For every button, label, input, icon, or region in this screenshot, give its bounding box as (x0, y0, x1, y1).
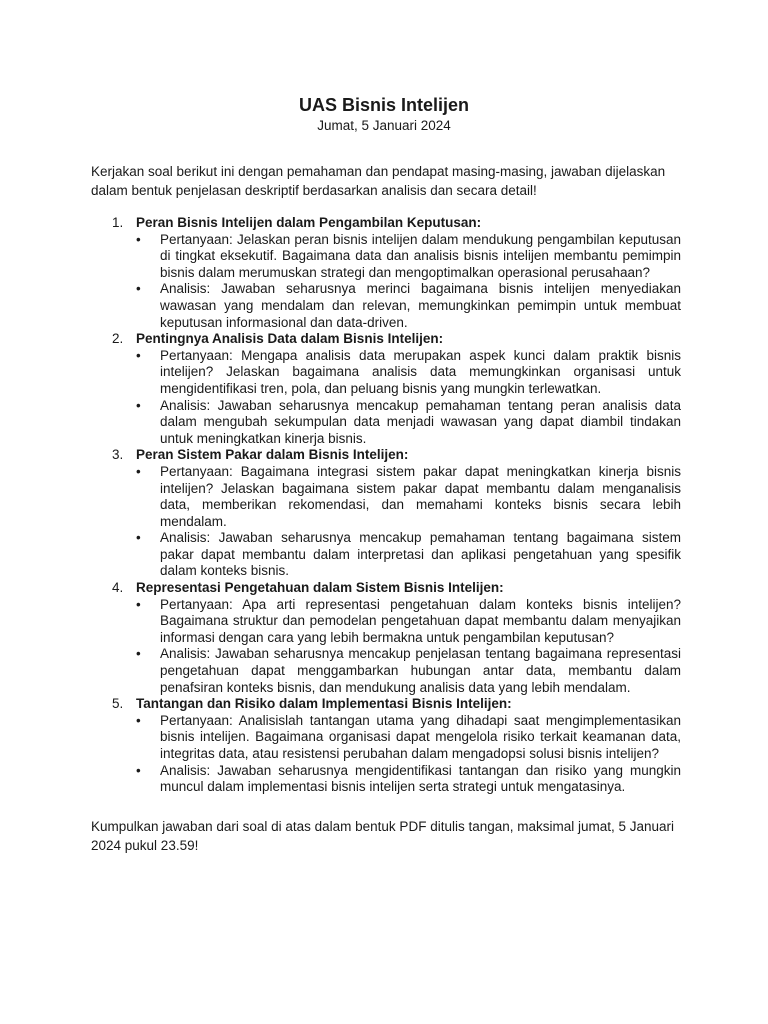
question-heading: Peran Bisnis Intelijen dalam Pengambilan Keputusan: (136, 215, 482, 230)
bullet-list (136, 232, 681, 332)
question-number: 3. (112, 447, 124, 463)
question-text: Pertanyaan: Analisislah tantangan utama yang dihadapi saat mengimplementasikan bisnis intelijen. Bagaimana organisasi dapat mengelola risiko terkait keamanan data, integritas data, atau resistensi perubahan dalam mengadopsi solusi bisnis intelijen? (160, 712, 681, 761)
question-text: Pertanyaan: Mengapa analisis data merupakan aspek kunci dalam praktik bisnis intelijen? Jelaskan bagaimana analisis data memungkinkan organisasi untuk mengidentifikasi tren, pola, dan peluang bisnis yang mungkin terlewatkan. (160, 347, 681, 396)
bullet-icon: • (136, 231, 141, 247)
question-item-2 (91, 331, 681, 447)
question-number: 5. (112, 696, 124, 712)
bullet-icon: • (136, 347, 141, 363)
question-heading: Peran Sistem Pakar dalam Bisnis Intelijen: (136, 447, 409, 463)
bullet-list (136, 597, 681, 697)
analysis-bullet (136, 530, 681, 580)
bullet-icon: • (136, 762, 141, 778)
analysis-bullet (136, 281, 681, 331)
question-heading: Pentingnya Analisis Data dalam Bisnis Intelijen: (136, 331, 444, 347)
analysis-text: Analisis: Jawaban seharusnya mengidentifikasi tantangan dan risiko yang mungkin muncul dalam implementasi bisnis intelijen serta strategi untuk mengatasinya. (160, 762, 681, 795)
question-number: 1. (112, 215, 124, 230)
question-item-4 (91, 580, 681, 696)
bullet-list (136, 464, 681, 580)
question-text: Pertanyaan: Apa arti representasi pengetahuan dalam konteks bisnis intelijen? Bagaimana struktur dan pemodelan pengetahuan dapat membantu dalam menyajikan informasi dengan cara yang lebih bermakna untuk pengambilan keputusan? (160, 596, 681, 645)
submission-instructions: Kumpulkan jawaban dari soal di atas dalam bentuk PDF ditulis tangan, maksimal jumat, 5 Januari 2024 pukul 23.59! (91, 819, 675, 853)
analysis-text: Analisis: Jawaban seharusnya mencakup pemahaman tentang bagaimana sistem pakar dapat membantu dalam interpretasi dan aplikasi pengetahuan yang spesifik dalam konteks bisnis. (160, 530, 681, 579)
bullet-icon: • (136, 530, 141, 546)
question-number: 2. (112, 331, 124, 347)
question-bullet (136, 232, 681, 282)
question-number: 4. (112, 580, 124, 596)
question-text: Pertanyaan: Jelaskan peran bisnis intelijen dalam mendukung pengambilan keputusan di tingkat eksekutif. Bagaimana data dan analisis bisnis intelijen membantu pemimpin bisnis dalam merumuskan strategi dan mengoptimalkan operasional perusahaan? (160, 231, 681, 280)
question-item-3 (91, 447, 681, 580)
question-text: Pertanyaan: Bagaimana integrasi sistem pakar dapat meningkatkan kinerja bisnis intelijen? Jelaskan bagaimana sistem pakar dapat membantu dalam menganalisis data, memberikan rekomendasi, dan memahami konteks bisnis secara lebih mendalam. (160, 463, 681, 529)
instructions-paragraph: Kerjakan soal berikut ini dengan pemahaman dan pendapat masing-masing, jawaban dijelaskan dalam bentuk penjelasan deskriptif berdasarkan analisis dan secara detail! (91, 164, 666, 198)
bullet-icon: • (136, 712, 141, 728)
analysis-bullet (136, 763, 681, 796)
question-list (91, 215, 681, 796)
bullet-icon: • (136, 281, 141, 297)
question-bullet (136, 597, 681, 647)
document-title: UAS Bisnis Intelijen (298, 95, 470, 115)
bullet-icon: • (136, 646, 141, 662)
bullet-icon: • (136, 397, 141, 413)
bullet-list (136, 348, 681, 448)
question-bullet (136, 464, 681, 530)
question-heading: Tantangan dan Risiko dalam Implementasi Bisnis Intelijen: (136, 696, 512, 712)
question-bullet (136, 348, 681, 398)
bullet-icon: • (136, 596, 141, 612)
question-item-1 (91, 215, 681, 331)
bullet-list (136, 713, 681, 796)
question-item-5 (91, 696, 681, 796)
analysis-text: Analisis: Jawaban seharusnya mencakup penjelasan tentang bagaimana representasi pengetahuan dapat menggambarkan hubungan antar data, membantu dalam penafsiran konteks bisnis, dan mendukung analisis data yang lebih mendalam. (160, 646, 681, 695)
document-date: Jumat, 5 Januari 2024 (317, 118, 451, 133)
question-bullet (136, 713, 681, 763)
bullet-icon: • (136, 463, 141, 479)
analysis-text: Analisis: Jawaban seharusnya merinci bagaimana bisnis intelijen menyediakan wawasan yang mendalam dan relevan, memungkinkan pemimpin untuk membuat keputusan informasional dan data-driven. (160, 281, 681, 330)
analysis-text: Analisis: Jawaban seharusnya mencakup pemahaman tentang peran analisis data dalam mengubah sekumpulan data menjadi wawasan yang dapat diambil tindakan untuk meningkatkan kinerja bisnis. (160, 397, 681, 446)
question-heading: Representasi Pengetahuan dalam Sistem Bisnis Intelijen: (136, 580, 504, 596)
analysis-bullet (136, 646, 681, 696)
analysis-bullet (136, 398, 681, 448)
